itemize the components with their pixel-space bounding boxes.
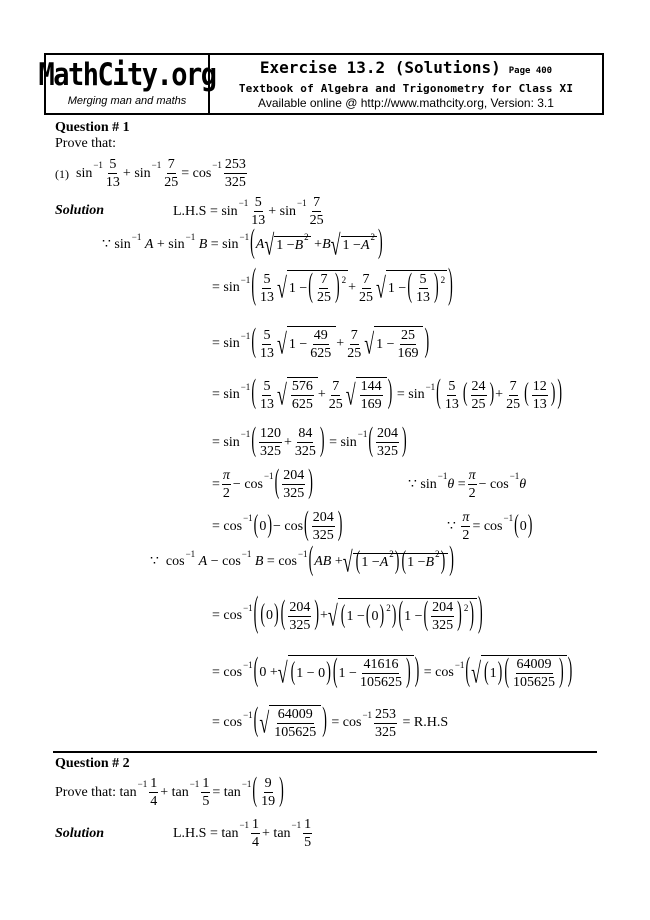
- identity-arcsin-arccos: ∵ sin −1 θ = π 2 − cos −1 θ: [408, 468, 527, 501]
- question-1-statement: (1) sin −1 5 13 + sin −1 7 25 = cos −1 253 325: [55, 157, 246, 190]
- question-2-lhs-line: L.H.S = tan −1 1 4 + tan −1 1 5: [173, 817, 312, 850]
- step-1: = sin −1 ( 5 13 √ 1 − ( 7 25 ) 2 + 7 25 √ 1 − ( 5 13 ) 2 ): [212, 264, 453, 309]
- step-5: = π 2 − cos −1 ( 204 325 ): [212, 465, 313, 502]
- rhs-label: R.H.S: [413, 715, 449, 730]
- lhs-line-1: L.H.S = sin −1 5 13 + sin −1 7 25: [173, 195, 324, 228]
- step-4: = sin −1 ( 120 325 + 84 325 ) = sin −1 ( 204 325 ): [212, 423, 407, 460]
- section-divider: [53, 751, 597, 753]
- book-title: Textbook of Algebra and Trigonometry for Class XI: [238, 81, 574, 95]
- identity-sum-arcsin: ∵ sin −1 A + sin −1 B = sin −1 ( A √ 1 − B 2 + B √ 1 − A 2 ): [102, 225, 383, 262]
- availability-line: Available online @ http://www.mathcity.org, Version: 3.1: [258, 95, 554, 110]
- header-info: [210, 55, 602, 113]
- brand-logo: MathCity.org: [38, 57, 216, 93]
- exercise-title-row: [260, 58, 552, 81]
- identity-diff-arccos: ∵ cos −1 A − cos −1 B = cos −1 ( AB + √ ( 1 − A 2 ) ( 1 − B 2 ) ): [150, 542, 454, 579]
- step-8: = cos −1 ( 0 + √ ( 1 − 0 ) ( 1 − 41616 105625 ) ) = cos −1 ( √ ( 1 ) ( 64009 105625 ) ): [212, 653, 573, 691]
- logo-block: [38, 55, 216, 113]
- step-6: = cos −1 ( 0 ) − cos ( 204 325 ): [212, 507, 343, 544]
- question-1-prompt: Prove that:: [55, 136, 117, 151]
- step-9: = cos −1 ( √ 64009 105625 ) = cos −1 253 325 = R.H.S: [212, 703, 449, 740]
- question-2-solution-label: Solution: [55, 826, 105, 841]
- question-2-heading: Question # 2: [55, 756, 130, 771]
- question-2-prompt: Prove that:: [55, 784, 117, 800]
- question-2-lhs-label: L.H.S: [173, 825, 207, 841]
- step-2: = sin −1 ( 5 13 √ 1 − 49 625 + 7 25 √ 1 − 25 169 ): [212, 324, 430, 361]
- solution-label: Solution: [55, 203, 105, 218]
- question-1-heading: Question # 1: [55, 120, 130, 135]
- tagline: Merging man and maths: [67, 94, 187, 107]
- step-3: = sin −1 ( 5 13 √ 576 625 + 7 25 √ 144 169 ) = sin −1 ( 5 13 ( 24 25 ) + 7 25 ( 12 13 ) ): [212, 375, 563, 412]
- page-label: Page 400: [508, 65, 553, 76]
- part-label: (1): [55, 166, 69, 181]
- lhs-label: L.H.S: [173, 203, 207, 219]
- question-2-statement: Prove that: tan −1 1 4 + tan −1 1 5 = tan −1 ( 9 19 ): [55, 773, 284, 810]
- page-header: [38, 53, 604, 115]
- exercise-title: Exercise 13.2 (Solutions): [259, 57, 501, 77]
- identity-pi-over-2: ∵ π 2 = cos −1 ( 0 ): [447, 510, 533, 543]
- step-7: = cos −1 ( ( 0 ) ( 204 325 ) + √ ( 1 − ( 0 ) 2 ) ( 1 − ( 204 325 ) 2 ) ): [212, 592, 483, 637]
